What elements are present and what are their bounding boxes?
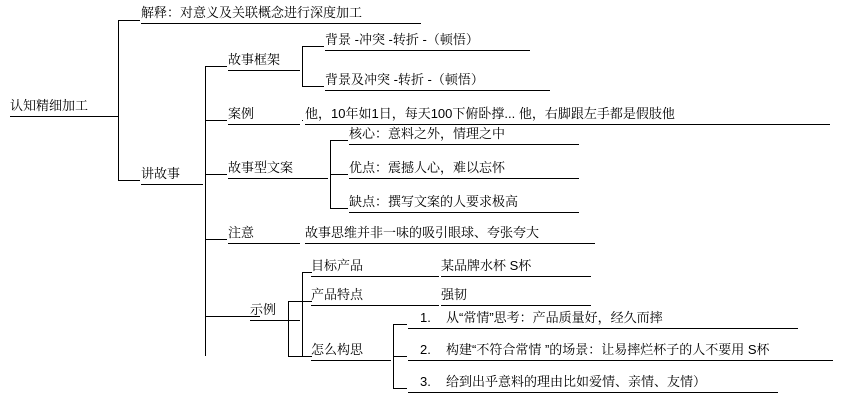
node-howto-item-2-text: 给到出乎意料的理由比如爱情、亲情、友情） <box>446 374 707 389</box>
node-story-copy-item-1[interactable]: 优点：震撼人心，难以忘怀 <box>349 160 579 179</box>
node-howto-item-1-num: 2. <box>420 342 431 357</box>
connector-story-spine <box>205 66 206 356</box>
node-story-frame-label[interactable]: 故事框架 <box>228 52 300 71</box>
node-story-copy-item-0[interactable]: 核心：意料之外，情理之中 <box>349 126 579 145</box>
node-notice-label[interactable]: 注意 <box>228 225 300 244</box>
node-howto-label[interactable]: 怎么构思 <box>311 342 391 361</box>
node-target-product-value[interactable]: 某品牌水杯 S杯 <box>441 258 591 277</box>
connector-story-copy-item-2 <box>330 208 348 209</box>
connector-story-frame-spine <box>302 46 303 86</box>
node-product-feature-label[interactable]: 产品特点 <box>311 287 439 306</box>
node-case-label[interactable]: 案例 <box>228 106 300 125</box>
connector-root-stub <box>118 110 119 111</box>
connector-story-branch <box>118 180 140 181</box>
node-product-feature-value[interactable]: 强韧 <box>441 287 591 306</box>
connector-notice <box>205 239 227 240</box>
connector-story-copy-item-1 <box>330 174 348 175</box>
node-root[interactable]: 认知精细加工 <box>10 98 118 117</box>
node-howto-item-1-text: 构建“不符合常情 ”的场景：让易摔烂杯子的人不要用 S杯 <box>446 342 770 357</box>
connector-story-copy <box>205 174 227 175</box>
connector-story-copy-item-0 <box>330 140 348 141</box>
node-explain[interactable]: 解释：对意义及关联概念进行深度加工 <box>141 5 421 24</box>
node-story-frame-item-1[interactable]: 背景及冲突 -转折 -（顿悟） <box>325 72 550 91</box>
node-target-product-label[interactable]: 目标产品 <box>311 258 439 277</box>
connector-story-frame-item-1 <box>302 86 324 87</box>
node-howto-item-1[interactable] <box>408 342 833 361</box>
node-story-copy-item-2[interactable]: 缺点：撰写文案的人要求极高 <box>349 194 579 213</box>
connector-root-spine <box>118 20 119 180</box>
node-howto-item-0-text: 从“常情”思考：产品质量好，经久而摔 <box>446 310 663 325</box>
node-branch-story[interactable]: 讲故事 <box>141 166 203 185</box>
node-howto-item-0-num: 1. <box>420 310 431 325</box>
connector-howto <box>288 356 312 357</box>
node-story-copy-label[interactable]: 故事型文案 <box>228 160 328 179</box>
node-howto-item-2-num: 3. <box>420 374 431 389</box>
node-example-label[interactable]: 示例 <box>250 302 300 321</box>
connector-case <box>205 120 227 121</box>
node-case-text[interactable]: 他，10年如1日，每天100下俯卧撑... 他，右脚跟左手都是假肢他 <box>305 106 830 125</box>
connector-story-frame-item-0 <box>302 46 324 47</box>
connector-howto-item-0 <box>393 324 407 325</box>
node-howto-item-2[interactable] <box>408 374 778 393</box>
connector-explain <box>118 20 140 21</box>
connector-howto-spine <box>288 301 289 356</box>
connector-example-spine <box>302 272 303 356</box>
node-notice-text[interactable]: 故事思维并非一味的吸引眼球、夸张夸大 <box>305 225 595 244</box>
connector-product-feature <box>288 301 312 302</box>
node-howto-item-0[interactable] <box>408 310 798 329</box>
connector-howto-item-1 <box>393 356 407 357</box>
connector-story-frame <box>205 66 227 67</box>
connector-howto-item-2 <box>393 388 407 389</box>
node-story-frame-item-0[interactable]: 背景 -冲突 -转折 -（顿悟） <box>325 32 530 51</box>
connector-case-stub <box>302 120 303 121</box>
